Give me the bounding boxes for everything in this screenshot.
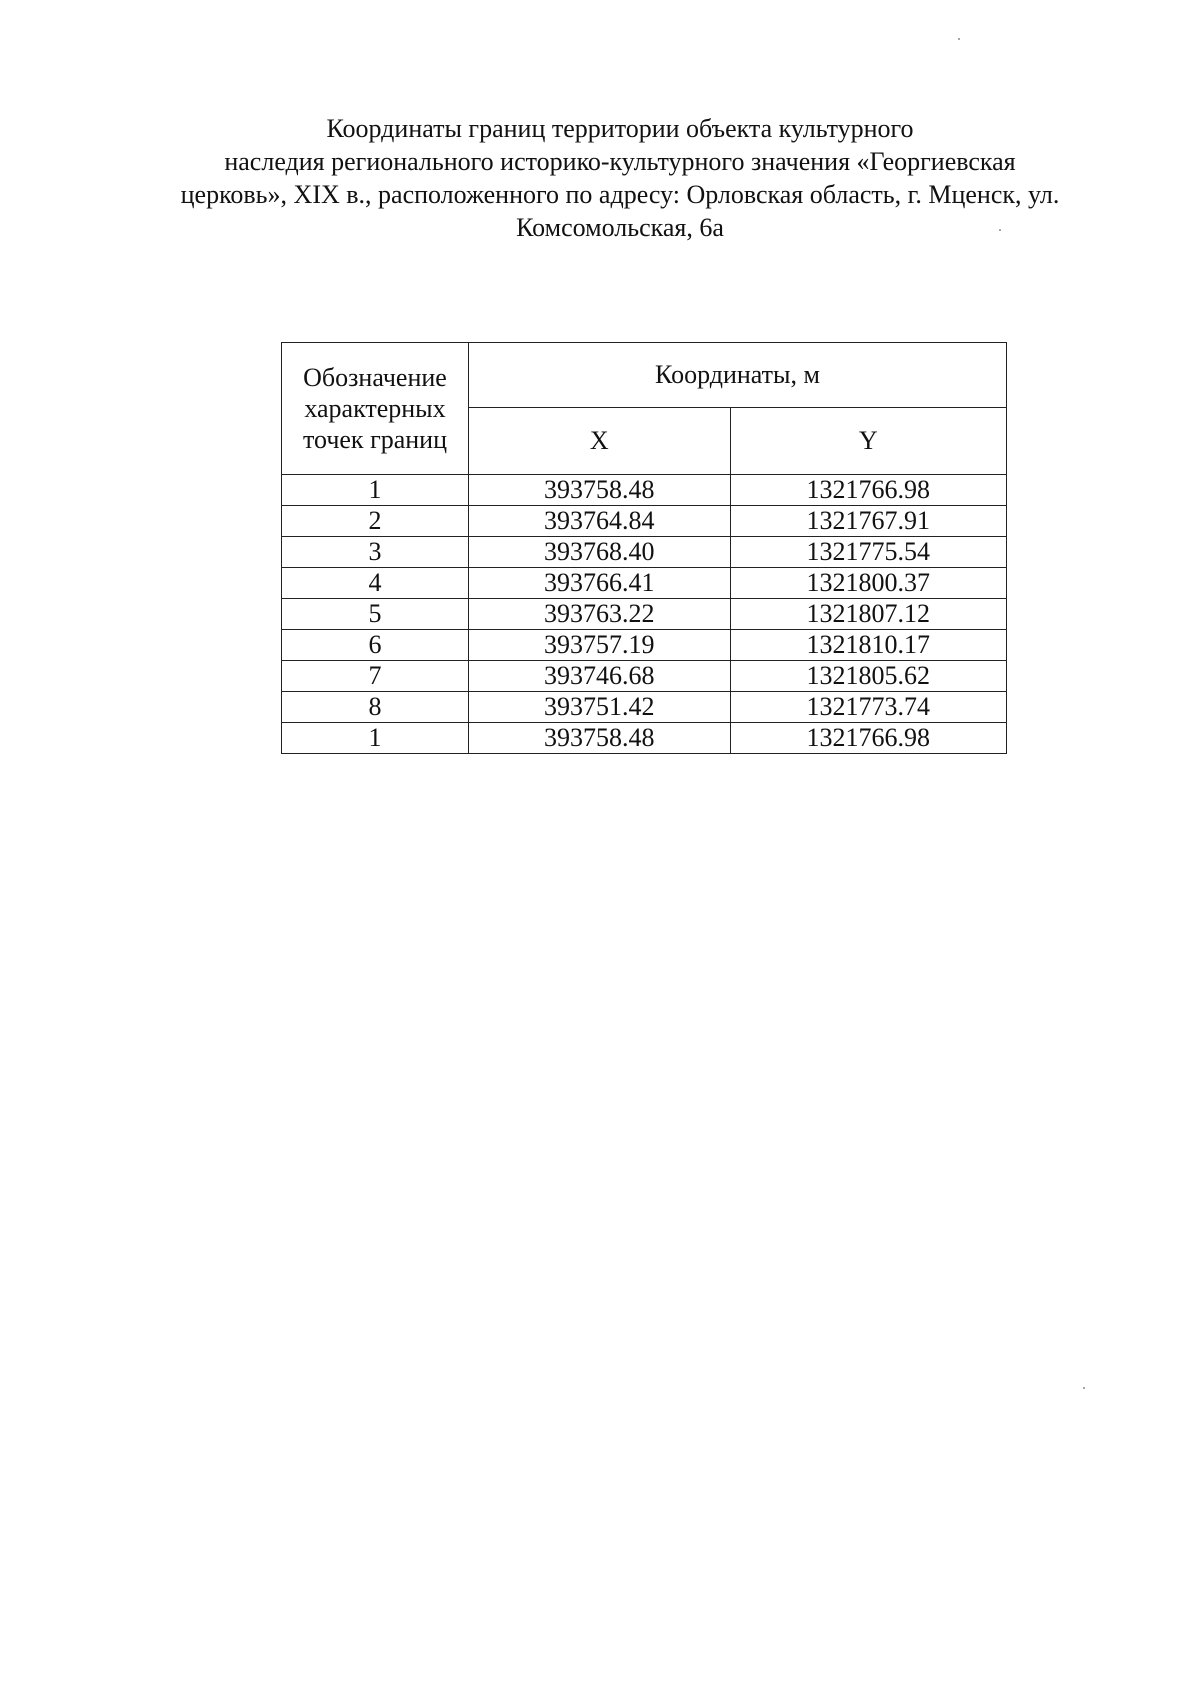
cell-point: 1 — [282, 475, 469, 506]
coordinates-table — [281, 342, 1007, 754]
header-y: Y — [730, 408, 1006, 475]
cell-y: 1321807.12 — [730, 599, 1006, 630]
table-row — [282, 568, 1007, 599]
cell-x: 393758.48 — [469, 723, 731, 754]
header-x: X — [469, 408, 731, 475]
table-row — [282, 661, 1007, 692]
scan-speck — [999, 229, 1001, 231]
cell-y: 1321766.98 — [730, 475, 1006, 506]
title-line-2: наследия регионального историко-культурного значения «Георгиевская — [224, 147, 1016, 176]
cell-point: 6 — [282, 630, 469, 661]
cell-x: 393763.22 — [469, 599, 731, 630]
scan-speck — [958, 38, 960, 40]
table-row — [282, 630, 1007, 661]
cell-x: 393746.68 — [469, 661, 731, 692]
cell-x: 393751.42 — [469, 692, 731, 723]
table-row — [282, 599, 1007, 630]
table-row — [282, 692, 1007, 723]
table-row — [282, 537, 1007, 568]
cell-x: 393766.41 — [469, 568, 731, 599]
document-title — [150, 112, 1090, 244]
cell-y: 1321773.74 — [730, 692, 1006, 723]
cell-x: 393764.84 — [469, 506, 731, 537]
cell-point: 3 — [282, 537, 469, 568]
cell-point: 1 — [282, 723, 469, 754]
cell-x: 393757.19 — [469, 630, 731, 661]
cell-y: 1321805.62 — [730, 661, 1006, 692]
table-row — [282, 475, 1007, 506]
scan-speck — [1083, 1387, 1085, 1389]
title-line-4: Комсомольская, 6а — [516, 213, 724, 242]
cell-y: 1321767.91 — [730, 506, 1006, 537]
header-points: Обозначение характерных точек границ — [282, 343, 469, 475]
cell-point: 5 — [282, 599, 469, 630]
table-header-row — [282, 343, 1007, 408]
title-line-3: церковь», XIX в., расположенного по адресу: Орловская область, г. Мценск, ул. — [180, 180, 1060, 209]
cell-y: 1321775.54 — [730, 537, 1006, 568]
cell-point: 8 — [282, 692, 469, 723]
cell-y: 1321766.98 — [730, 723, 1006, 754]
header-coordinates: Координаты, м — [469, 343, 1007, 408]
cell-y: 1321810.17 — [730, 630, 1006, 661]
cell-x: 393768.40 — [469, 537, 731, 568]
cell-y: 1321800.37 — [730, 568, 1006, 599]
cell-point: 4 — [282, 568, 469, 599]
cell-point: 7 — [282, 661, 469, 692]
table-row — [282, 723, 1007, 754]
title-line-1: Координаты границ территории объекта культурного — [326, 114, 914, 143]
cell-point: 2 — [282, 506, 469, 537]
cell-x: 393758.48 — [469, 475, 731, 506]
table-row — [282, 506, 1007, 537]
